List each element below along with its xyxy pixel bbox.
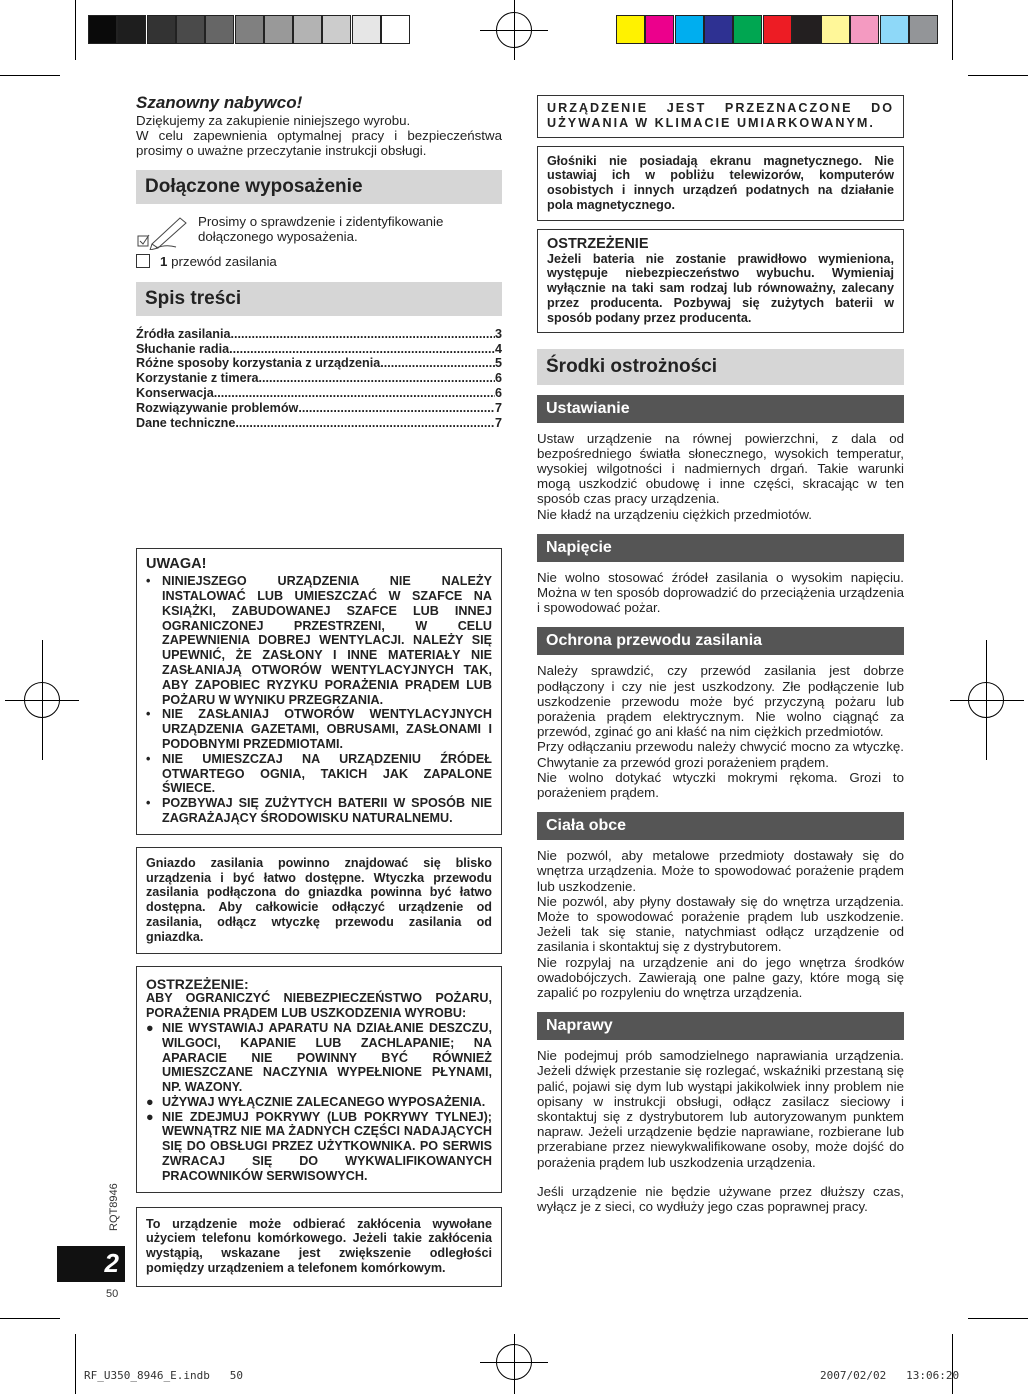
toc-entry-page: 5 [494,356,502,371]
footer-file-info: RF_U350_8946_E.indb 50 [84,1369,243,1382]
gray-swatch [205,15,234,44]
toc-leader [214,386,495,401]
footer-timestamp: 2007/02/02 13:06:20 [820,1369,960,1382]
accessory-item [136,254,502,269]
page-sub-number: 50 [106,1288,119,1300]
color-swatch [645,15,674,44]
precaution-section [537,1012,904,1214]
precaution-section [537,534,904,616]
climate-box: URZĄDZENIE JEST PRZEZNACZONE DO UŻYWANIA W KLIMACIE UMIARKOWANYM. [537,95,904,138]
accessory-name: przewód zasilania [171,253,277,269]
uwaga-title: UWAGA! [146,556,207,573]
warning-item-text: NIE WYSTAWIAJ APARATU NA DZIAŁANIE DESZCZU, WILGOCI, KAPANIE LUB ZACHLAPANIE; NA APARACIE NIE POWINNY BYĆ RÓWNIEŻ UMIESZCZANE NACZYNIA WYPEŁNIONE PŁYNAMI, NP. WAZONY. [162,1020,492,1095]
left-column [136,93,502,1287]
toc-entry-page: 6 [494,386,502,400]
bullet: ● [146,1094,154,1109]
precaution-paragraph: Przy odłączaniu przewodu należy chwycić mocno za wtyczkę. Chwytanie za przewód grozi porażeniem prądem. [537,739,904,770]
precaution-paragraph: Nie wolno dotykać wtyczki mokrymi rękoma. Grozi to porażeniem prądem. [537,769,904,801]
product-code: RQT8946 [108,1183,120,1231]
color-swatch [850,15,879,44]
precaution-subheading: Ustawianie [537,395,904,423]
accessory-checkbox[interactable] [136,254,150,268]
precaution-paragraph: Nie wolno stosować źródeł zasilania o wysokim napięciu. Można w ten sposób doprowadzić do przeciążenia urządzenia i spowodować pożar. [537,569,904,616]
precaution-paragraph: Nie podejmuj prób samodzielnego naprawiania urządzenia. Jeżeli dźwięk przestanie się rozlegać, wskaźniki przestaną się palić, pojawi się dym lub wystąpi jakikolwiek inny problem nie opisany w instrukcji obsługi, odłącz zasilacz sieciowy i skontaktuj się z dystrybutorem lub autoryzowanym punktem napraw. Jeżeli urządzenie będzie naprawiane, rozbierane lub przerabiane przez niewykwalifikowane osoby, może dojść do porażenia prądem lub uszkodzenia urządzenia. [537,1048,904,1170]
precaution-subheading: Napięcie [537,534,904,562]
toc-entry-page: 7 [494,400,502,415]
gray-swatch [147,15,176,44]
warning-item-text: UŻYWAJ WYŁĄCZNIE ZALECANEGO WYPOSAŻENIA. [162,1094,486,1109]
page-number: 2 [104,1248,119,1278]
color-swatch [763,15,792,44]
precaution-paragraph: Należy sprawdzić, czy przewód zasilania jest dobrze podłączony i czy nie jest uszkodzony. Złe podłączenie lub uszkodzenie przewodu może być przyczyną pożaru lub porażenia prądem elektrycznym. Nie wolno ciągnąć za przewód, zginać go ani kłaść na nim ciężkich przedmiotów. [537,663,904,740]
precaution-subheading: Naprawy [537,1012,904,1040]
uwaga-box [136,548,502,834]
warning-item-text: NIE ZDEJMUJ POKRYWY (LUB POKRYWY TYLNEJ); WEWNĄTRZ NIE MA ŻADNYCH CZĘŚCI NADAJĄCYCH SIĘ DO OBSŁUGI PRZEZ UŻYTKOWNIKA. PO SERWIS ZWRACAJ SIĘ DO WYKWALIFIKOWANYCH PRACOWNIKÓW SERWISOWYCH. [162,1109,492,1183]
color-swatch [880,15,909,44]
toc-leader [298,401,495,416]
page-number-tab [57,1246,125,1282]
toc-leader [258,371,495,386]
toc-entry-title: Źródła zasilania [136,326,231,341]
toc-leader [380,356,495,371]
color-swatch [733,15,762,44]
uwaga-item [146,752,492,796]
precaution-section [537,395,904,522]
accessories-note-row [136,214,502,250]
battery-warning-box [537,229,904,333]
uwaga-item [146,707,492,751]
warning-title: OSTRZEŻENIE: [146,975,249,992]
warning-item [146,1095,492,1110]
toc-leader [235,416,495,431]
precaution-paragraph: Nie pozwól, aby płyny dostawały się do wnętrza urządzenia. Może to spowodować porażenie prądem lub uszkodzenie. Jeżeli tak się stanie, natychmiast odłącz urządzenie od zasilania i skontaktuj się z dystrybutorem. [537,893,904,955]
color-swatch [909,15,938,44]
warning-item [146,1110,492,1184]
toc-entry-title: Korzystanie z timera [136,371,259,386]
table-of-contents [136,327,502,431]
bullet: • [146,707,151,722]
accessories-heading: Dołączone wyposażenie [136,170,502,204]
gray-swatch [381,15,410,44]
gray-swatch [88,15,117,44]
toc-entry-page: 7 [494,415,502,430]
accessory-qty: 1 [160,253,168,269]
warning-box [136,966,502,1193]
precaution-paragraph: Nie pozwól, aby metalowe przedmioty dostawały się do wnętrza urządzenia. Może to spowodować porażenie prądem lub uszkodzenie. [537,848,904,894]
precaution-subheading: Ochrona przewodu zasilania [537,627,904,655]
accessories-note: Prosimy o sprawdzenie i zidentyfikowanie dołączonego wyposażenia. [198,213,444,244]
uwaga-item [146,796,492,826]
color-swatch [792,15,821,44]
toc-entry[interactable] [136,416,502,431]
bullet: • [146,574,151,589]
gray-swatch [235,15,264,44]
uwaga-item-text: NINIEJSZEGO URZĄDZENIA NIE NALEŻY INSTALOWAĆ LUB UMIESZCZAĆ W SZAFCE NA KSIĄŻKI, ZABUDOWANEJ SZAFCE LUB INNEJ OGRANICZONEJ PRZESTRZENI, W CELU ZAPEWNIENIA DOBREJ WENTYLACJI. NALEŻY SIĘ UPEWNIĆ, ŻE ZASŁONY I INNE MATERIAŁY NIE ZASŁANIAJĄ OTWORÓW WENTYLACYJNYCH TAK, ABY ZAPOBIEC RYZYKU PORAŻENIA PRĄDEM LUB POŻARU W WYNIKU PRZEGRZANIA. [162,574,492,707]
bullet: ● [146,1109,154,1124]
toc-entry[interactable] [136,356,502,371]
intro-read-manual: W celu zapewnienia optymalnej pracy i bezpieczeństwa prosimy o uważne przeczytanie instrukcji obsługi. [136,128,502,159]
toc-entry-page: 3 [494,326,502,341]
toc-entry[interactable] [136,371,502,386]
bullet: • [146,751,151,766]
toc-entry[interactable] [136,327,502,342]
uwaga-item-text: POZBYWAJ SIĘ ZUŻYTYCH BATERII W SPOSÓB NIE ZAGRAŻAJĄCY ŚRODOWISKU NATURALNEMU. [162,796,492,825]
toc-leader [229,342,495,357]
precaution-subheading: Ciała obce [537,812,904,840]
precaution-paragraph: Nie rozpylaj na urządzenie ani do jego wnętrza środków owadobójczych. Zawierają one palne gazy, które mogą się zapalić po rozpyleniu do wnętrza urządzenia. [537,954,904,1001]
toc-entry-title: Dane techniczne [136,415,236,430]
toc-entry-title: Rozwiązywanie problemów [136,400,299,415]
magnet-box: Głośniki nie posiadają ekranu magnetycznego. Nie ustawiaj ich w pobliżu telewizorów, komputerów osobistych i innych urządzeń podatnych na działanie pola magnetycznego. [537,146,904,221]
phone-interference-box: To urządzenie może odbierać zakłócenia wywołane użyciem telefonu komórkowego. Jeżeli takie zakłócenia wystąpią, wskazane jest zwiększenie odległości pomiędzy urządzeniem a telefonem komórkowym. [136,1207,502,1287]
greeting: Szanowny nabywco! [136,93,303,112]
precaution-paragraph: Jeśli urządzenie nie będzie używane przez dłuższy czas, wyłącz je z sieci, co wydłuży jego czas poprawnej pracy. [537,1183,904,1215]
warning-item [146,1021,492,1095]
gray-swatch [293,15,322,44]
right-column [537,95,904,1214]
gray-swatch [352,15,381,44]
color-swatch [704,15,733,44]
toc-entry-title: Różne sposoby korzystania z urządzenia [136,356,381,371]
color-swatch [616,15,645,44]
bullet: ● [146,1020,154,1035]
bullet: • [146,796,151,811]
toc-entry[interactable] [136,386,502,401]
toc-leader [230,327,495,342]
uwaga-item-text: NIE ZASŁANIAJ OTWORÓW WENTYLACYJNYCH URZĄDZENIA GAZETAMI, OBRUSAMI, ZASŁONAMI I PODOBNYMI PRZEDMIOTAMI. [162,707,492,751]
precaution-paragraph: Nie kładź na urządzeniu ciężkich przedmiotów. [537,506,812,522]
intro-thanks: Dziękujemy za zakupienie niniejszego wyrobu. [136,113,411,128]
color-swatch [821,15,850,44]
gray-swatch [322,15,351,44]
precaution-section [537,812,904,1000]
toc-entry-title: Konserwacja [136,386,214,400]
precautions-heading: Środki ostrożności [537,349,904,385]
gray-swatch [117,15,146,44]
toc-heading: Spis treści [136,282,502,316]
toc-entry[interactable] [136,342,502,357]
precaution-paragraph: Ustaw urządzenie na równej powierzchni, z dala od bezpośredniego światła słonecznego, wysokich temperatur, wysokiej wilgotności i nadmiernych drgań. Takie warunki mogą uszkodzić obudowę i inne części, skracając w ten sposób czas pracy urządzenia. [537,430,904,507]
toc-entry[interactable] [136,401,502,416]
color-swatch [675,15,704,44]
warning-intro: ABY OGRANICZYĆ NIEBEZPIECZEŃSTWO POŻARU, PORAŻENIA PRĄDEM LUB USZKODZENIA WYROBU: [146,991,492,1021]
battery-warning-title: OSTRZEŻENIE [547,235,649,252]
gray-swatch [264,15,293,44]
toc-entry-title: Słuchanie radia [136,341,230,356]
checklist-pen-icon [136,214,198,250]
uwaga-item [146,574,492,707]
precaution-section [537,627,904,800]
socket-box: Gniazdo zasilania powinno znajdować się blisko urządzenia i być łatwo dostępne. Wtyczka przewodu zasilania podłączona do gniazdka powinna być łatwo dostępna. Aby całkowicie odłączyć urządzenie od zasilania, odłącz wtyczkę przewodu zasilania od gniazdka. [136,847,502,954]
toc-entry-page: 4 [494,341,502,356]
toc-entry-page: 6 [494,371,502,386]
uwaga-item-text: NIE UMIESZCZAJ NA URZĄDZENIU ŹRÓDEŁ OTWARTEGO OGNIA, TAKICH JAK ZAPALONE ŚWIECE. [162,751,492,796]
gray-swatch [176,15,205,44]
battery-warning-text: Jeżeli bateria nie zostanie prawidłowo wymieniona, występuje niebezpieczeństwo wybuchu. Wymieniaj wyłącznie na taki sam rodzaj lub równoważny, zalecany przez producenta. Pozbywaj się zużytych baterii w sposób podany przez producenta. [547,251,894,325]
